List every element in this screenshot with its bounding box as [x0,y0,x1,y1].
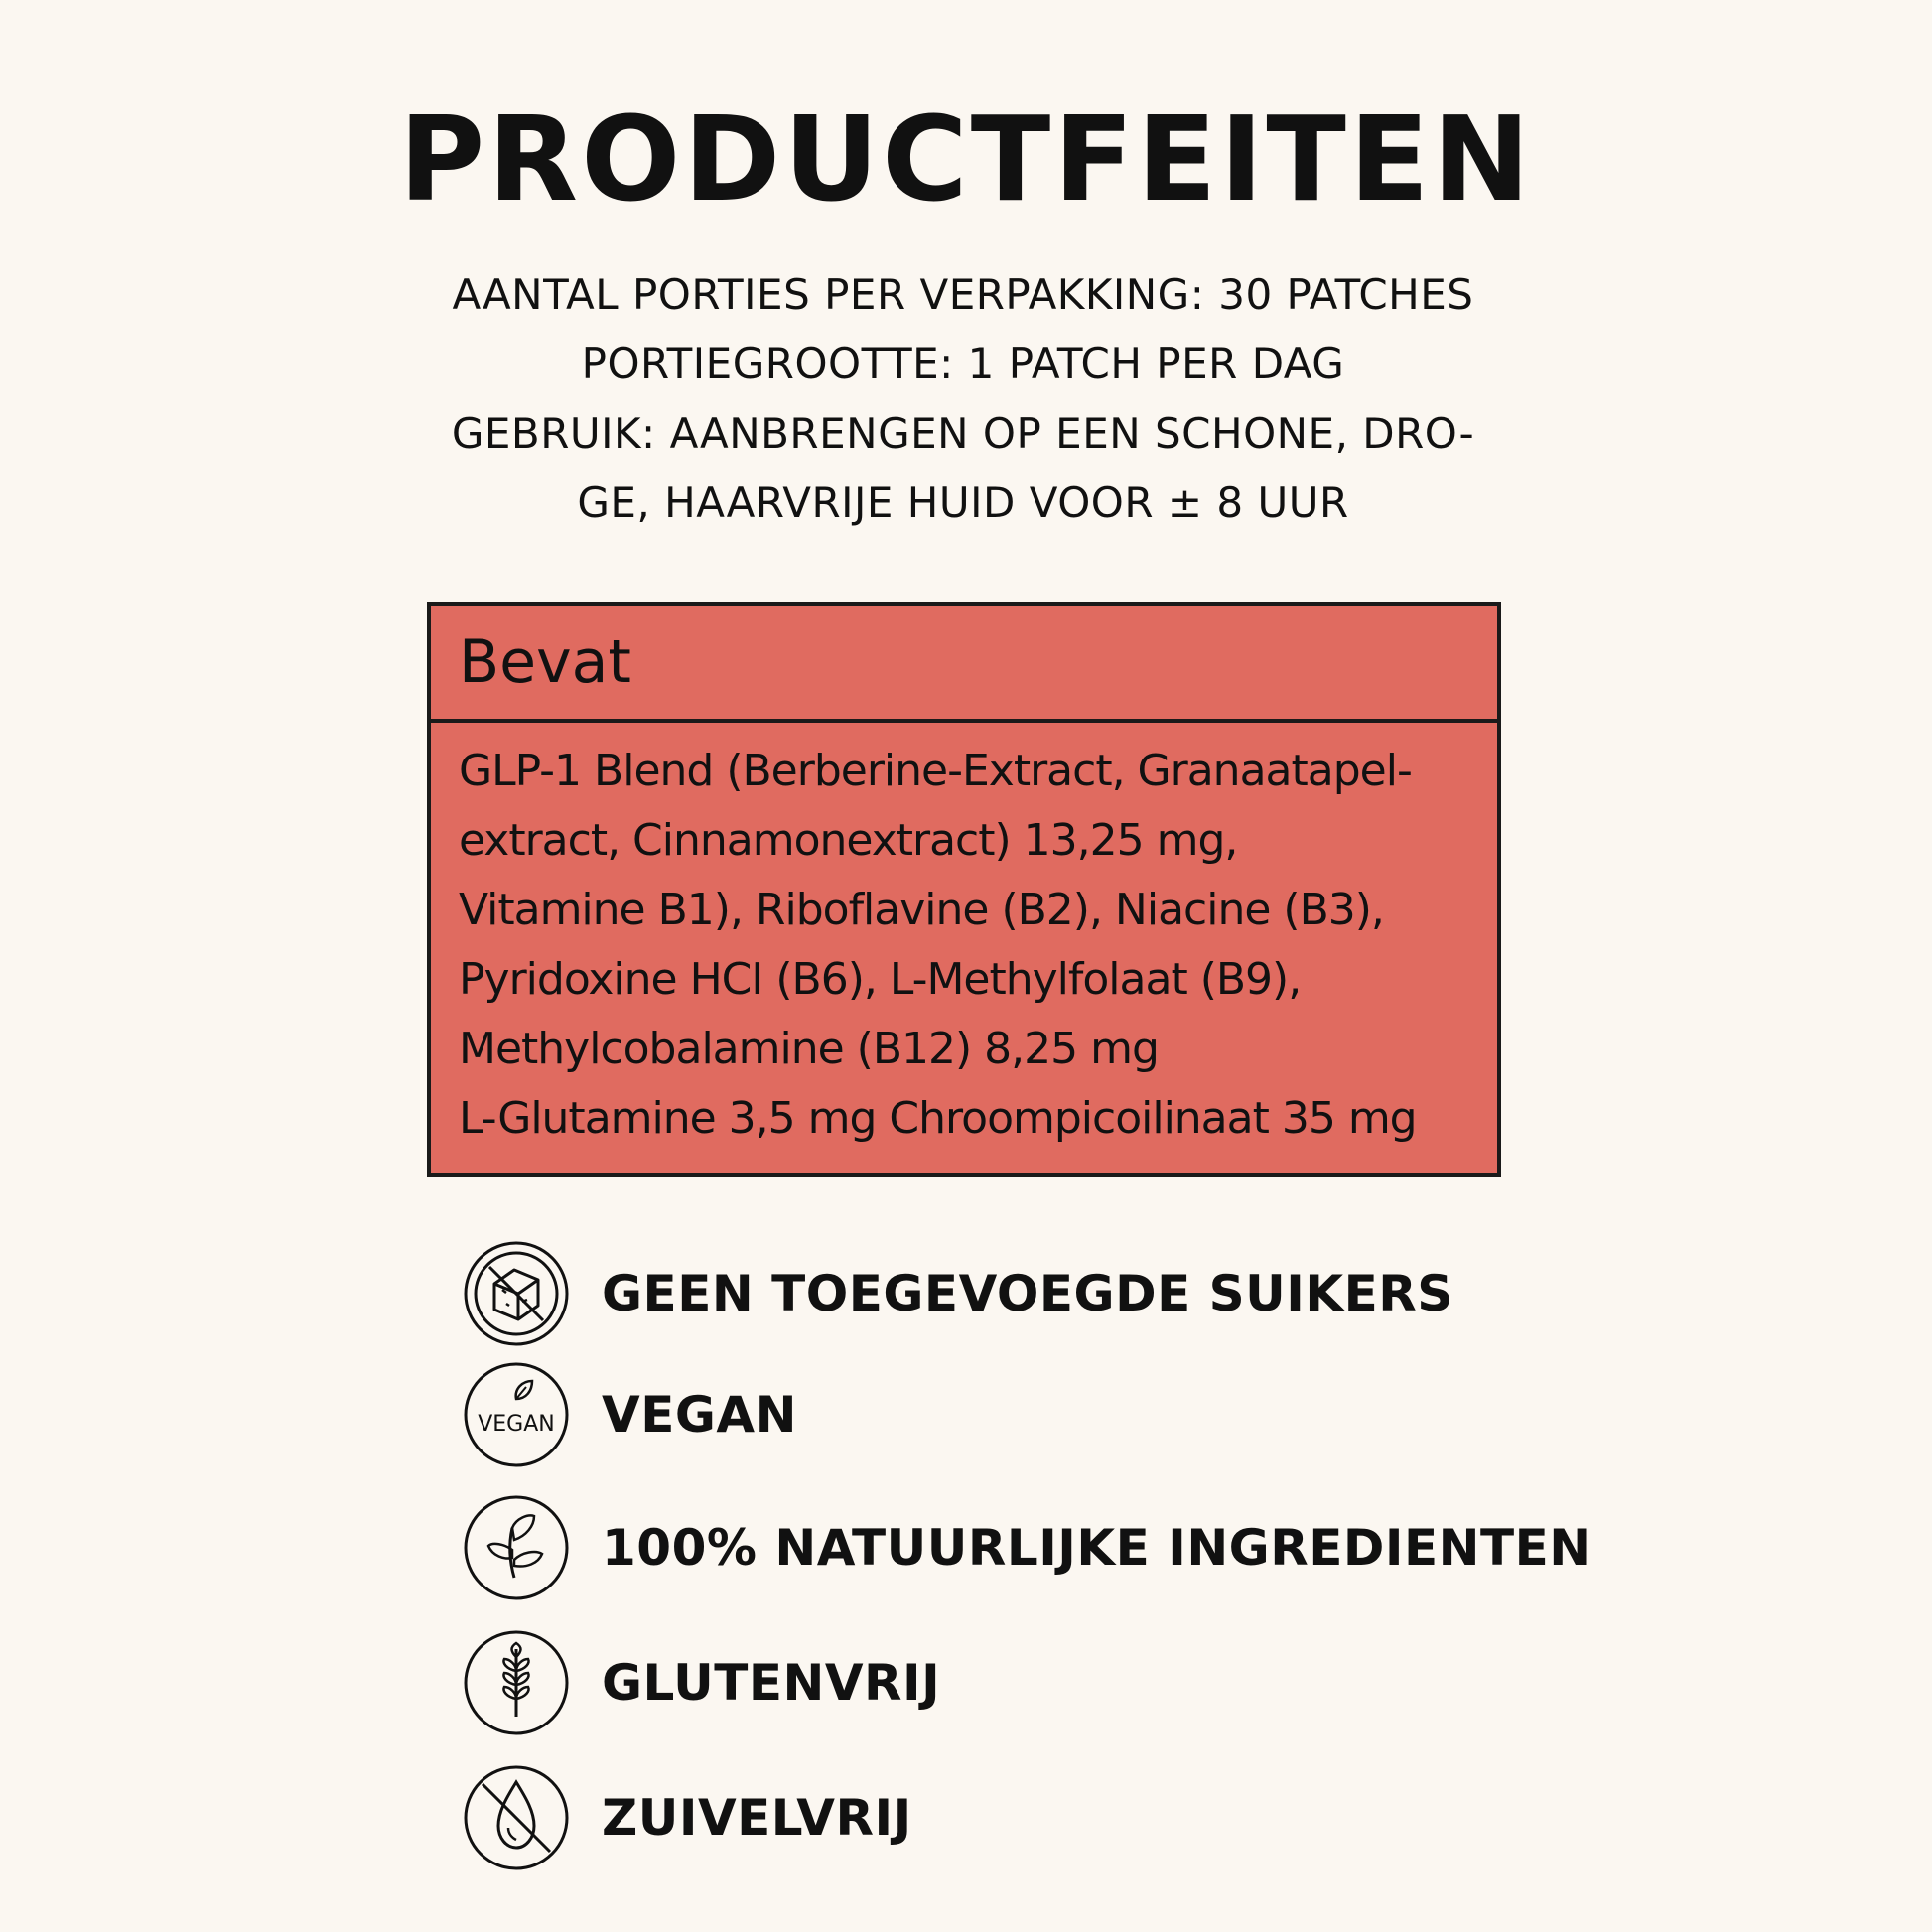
ingredient-line: Methylcobalamine (B12) 8,25 mg [459,1024,1159,1074]
no-dairy-icon [463,1764,570,1871]
ingredients-box [427,602,1501,1177]
product-info [397,260,1529,538]
ingredients-heading: Bevat [431,606,1497,723]
no-sugar-icon [463,1240,570,1347]
servings-per-pack: AANTAL PORTIES PER VERPAKKING: 30 PATCHES [452,270,1474,319]
feature-no-sugar [463,1239,1453,1348]
feature-label: GLUTENVRIJ [602,1654,941,1712]
feature-gluten-free [463,1628,940,1737]
ingredients-list [431,723,1497,1154]
usage-line-1: GEBRUIK: AANBRENGEN OP EEN SCHONE, DRO- [451,409,1475,458]
leaf-icon [463,1494,570,1601]
feature-label: VEGAN [602,1386,797,1444]
feature-natural [463,1493,1591,1602]
feature-label: ZUIVELVRIJ [602,1789,912,1847]
serving-size: PORTIEGROOTTE: 1 PATCH PER DAG [581,340,1345,388]
ingredient-line: Pyridoxine HCI (B6), L-Methylfolaat (B9), [459,954,1302,1005]
ingredient-line: L-Glutamine 3,5 mg Chroompicoilinaat 35 mg [459,1093,1417,1144]
feature-vegan [463,1360,797,1469]
vegan-icon [463,1361,570,1468]
svg-text:VEGAN: VEGAN [478,1412,555,1437]
usage-line-2: GE, HAARVRIJE HUID VOOR ± 8 UUR [577,479,1349,527]
feature-label: 100% NATUURLIJKE INGREDIENTEN [602,1519,1591,1577]
feature-label: GEEN TOEGEVOEGDE SUIKERS [602,1265,1453,1322]
ingredient-line: Vitamine B1), Riboflavine (B2), Niacine (B3), [459,885,1384,935]
page-title: PRODUCTFEITEN [398,90,1534,227]
ingredient-line: extract, Cinnamonextract) 13,25 mg, [459,815,1238,866]
wheat-icon [463,1629,570,1736]
feature-dairy-free [463,1763,912,1872]
ingredient-line: GLP-1 Blend (Berberine-Extract, Granaatapel- [459,746,1412,796]
